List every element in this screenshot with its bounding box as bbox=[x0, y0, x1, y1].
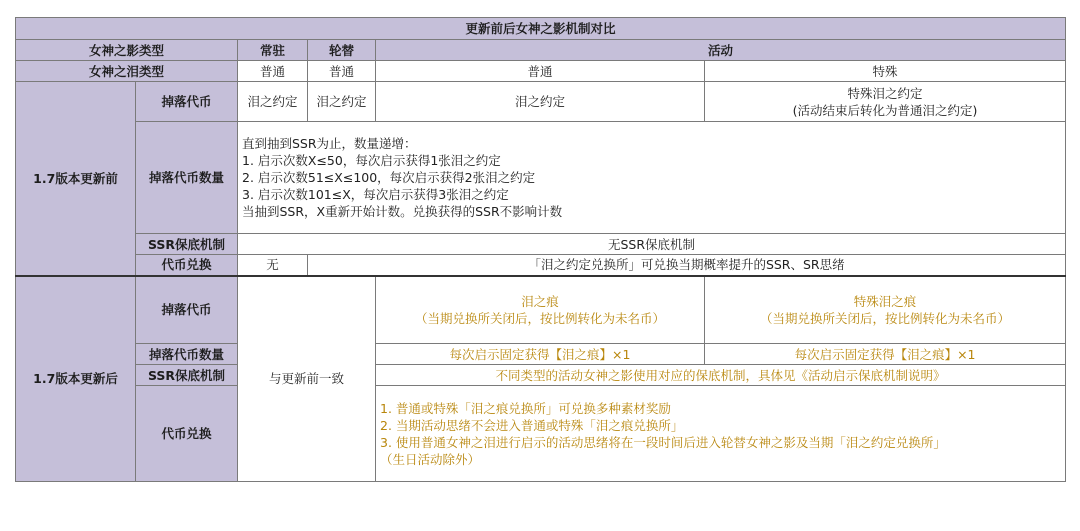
before-rule-line: 直到抽到SSR为止，数量递增： bbox=[242, 136, 417, 151]
before-special-currency-name: 特殊泪之约定 bbox=[847, 85, 923, 101]
comparison-table bbox=[15, 17, 1066, 482]
after-drop-amount-label: 掉落代币数量 bbox=[136, 344, 238, 365]
after-special-currency-name: 特殊泪之痕 bbox=[853, 293, 917, 309]
after-exchange-rules bbox=[376, 386, 1066, 482]
shadow-type-standard: 常驻 bbox=[238, 40, 308, 61]
before-rule-line: 当抽到SSR，X重新开始计数。兑换获得的SSR不影响计数 bbox=[242, 204, 563, 219]
shadow-type-rotation: 轮替 bbox=[308, 40, 376, 61]
after-currency-event-normal bbox=[376, 276, 705, 344]
before-update-label: 1.7版本更新前 bbox=[16, 82, 136, 276]
before-rule-line: 3. 启示次数101≤X，每次启示获得3张泪之约定 bbox=[242, 187, 509, 202]
after-exchange-line: 3. 使用普通女神之泪进行启示的活动思绪将在一段时间后进入轮替女神之影及当期「泪之约定兑换所」 bbox=[380, 434, 946, 450]
after-special-currency-note: （当期兑换所关闭后，按比例转化为未名币） bbox=[760, 310, 1011, 326]
after-drop-amount-special: 每次启示固定获得【泪之痕】×1 bbox=[705, 344, 1066, 365]
after-pity-label: SSR保底机制 bbox=[136, 365, 238, 386]
before-drop-currency-label: 掉落代币 bbox=[136, 82, 238, 122]
after-exchange-line: （生日活动除外） bbox=[380, 451, 481, 467]
after-exchange-line: 2. 当期活动思绪不会进入普通或特殊「泪之痕兑换所」 bbox=[380, 417, 684, 433]
tear-type-standard: 普通 bbox=[238, 61, 308, 82]
before-currency-event-normal: 泪之约定 bbox=[376, 82, 705, 122]
before-exchange-other: 「泪之约定兑换所」可兑换当期概率提升的SSR、SR思绪 bbox=[308, 255, 1066, 276]
after-drop-currency-label: 掉落代币 bbox=[136, 276, 238, 344]
table-title: 更新前后女神之影机制对比 bbox=[16, 18, 1066, 40]
before-currency-rotation: 泪之约定 bbox=[308, 82, 376, 122]
before-special-currency-note: (活动结束后转化为普通泪之约定) bbox=[792, 102, 978, 118]
tear-type-rotation: 普通 bbox=[308, 61, 376, 82]
after-exchange-label: 代币兑换 bbox=[136, 386, 238, 482]
before-currency-standard: 泪之约定 bbox=[238, 82, 308, 122]
shadow-type-event: 活动 bbox=[376, 40, 1066, 61]
tear-type-label: 女神之泪类型 bbox=[16, 61, 238, 82]
before-pity-value: 无SSR保底机制 bbox=[238, 234, 1066, 255]
after-exchange-line: 1. 普通或特殊「泪之痕兑换所」可兑换多种素材奖励 bbox=[380, 400, 671, 416]
before-exchange-standard: 无 bbox=[238, 255, 308, 276]
after-normal-currency-name: 泪之痕 bbox=[521, 293, 559, 309]
after-same-as-before: 与更新前一致 bbox=[238, 276, 376, 482]
after-pity-value: 不同类型的活动女神之影使用对应的保底机制，具体见《活动启示保底机制说明》 bbox=[376, 365, 1066, 386]
before-exchange-label: 代币兑换 bbox=[136, 255, 238, 276]
after-normal-currency-note: （当期兑换所关闭后，按比例转化为未名币） bbox=[414, 310, 665, 326]
before-drop-amount-label: 掉落代币数量 bbox=[136, 122, 238, 234]
after-currency-event-special bbox=[705, 276, 1066, 344]
before-rule-line: 1. 启示次数X≤50，每次启示获得1张泪之约定 bbox=[242, 153, 501, 168]
shadow-type-label: 女神之影类型 bbox=[16, 40, 238, 61]
after-update-label: 1.7版本更新后 bbox=[16, 276, 136, 482]
after-drop-amount-normal: 每次启示固定获得【泪之痕】×1 bbox=[376, 344, 705, 365]
before-pity-label: SSR保底机制 bbox=[136, 234, 238, 255]
tear-type-event-normal: 普通 bbox=[376, 61, 705, 82]
before-rule-line: 2. 启示次数51≤X≤100，每次启示获得2张泪之约定 bbox=[242, 170, 536, 185]
tear-type-event-special: 特殊 bbox=[705, 61, 1066, 82]
before-drop-amount-rules bbox=[238, 122, 1066, 234]
before-currency-event-special bbox=[705, 82, 1066, 122]
